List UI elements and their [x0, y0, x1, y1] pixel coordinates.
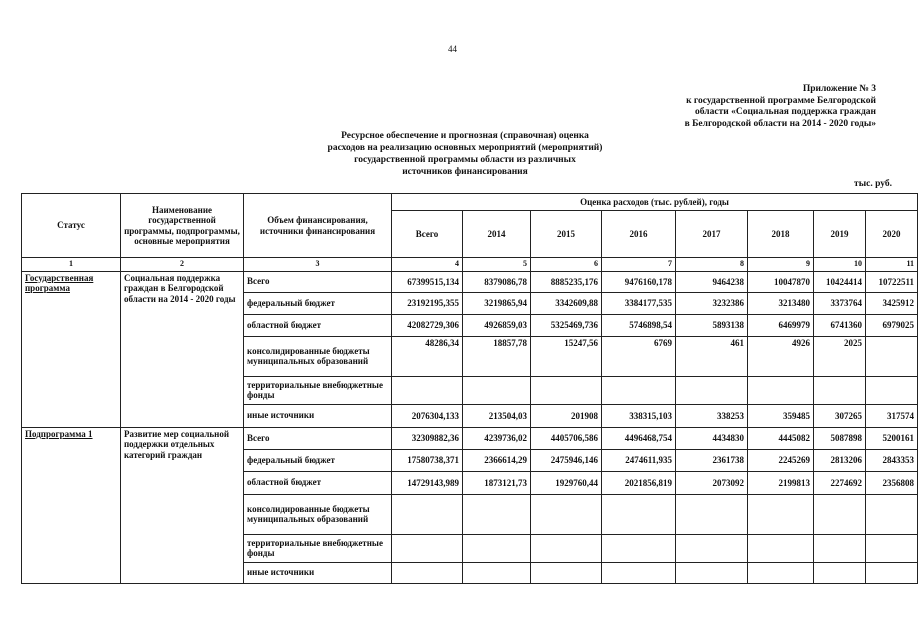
header-year: 2014: [463, 211, 531, 258]
value-cell: [463, 534, 531, 562]
value-cell: 2813206: [814, 449, 866, 471]
header-name: Наименование государственной программы, подпрограммы, основные мероприятия: [121, 194, 244, 258]
header-year: Всего: [392, 211, 463, 258]
value-cell: 8379086,78: [463, 271, 531, 292]
value-cell: 23192195,355: [392, 292, 463, 314]
title-line: расходов на реализацию основных мероприятий (мероприятий): [327, 143, 603, 153]
source-cell: консолидированные бюджеты муниципальных образований: [244, 494, 392, 534]
value-cell: 5087898: [814, 427, 866, 449]
value-cell: 2843353: [866, 449, 918, 471]
column-index: 2: [121, 258, 244, 272]
value-cell: 317574: [866, 404, 918, 427]
column-index: 1: [22, 258, 121, 272]
value-cell: 2474611,935: [602, 449, 676, 471]
value-cell: 4926: [748, 336, 814, 376]
value-cell: 67399515,134: [392, 271, 463, 292]
source-cell: консолидированные бюджеты муниципальных образований: [244, 336, 392, 376]
value-cell: 338253: [676, 404, 748, 427]
source-cell: Всего: [244, 427, 392, 449]
value-cell: 3213480: [748, 292, 814, 314]
value-cell: 4239736,02: [463, 427, 531, 449]
value-cell: [866, 494, 918, 534]
status-cell: Подпрограмма 1: [22, 427, 121, 583]
value-cell: [602, 376, 676, 404]
header-year: 2019: [814, 211, 866, 258]
value-cell: 3342609,88: [531, 292, 602, 314]
document-title: [290, 130, 640, 178]
value-cell: [463, 494, 531, 534]
source-cell: территориальные внебюджетные фонды: [244, 376, 392, 404]
value-cell: 32309882,36: [392, 427, 463, 449]
value-cell: 359485: [748, 404, 814, 427]
source-cell: Всего: [244, 271, 392, 292]
column-index: 4: [392, 258, 463, 272]
value-cell: [531, 494, 602, 534]
value-cell: 2274692: [814, 471, 866, 494]
value-cell: 3232386: [676, 292, 748, 314]
value-cell: [748, 494, 814, 534]
value-cell: [531, 562, 602, 583]
value-cell: [748, 376, 814, 404]
header-year: 2020: [866, 211, 918, 258]
value-cell: 4926859,03: [463, 314, 531, 336]
value-cell: [392, 376, 463, 404]
value-cell: 10047870: [748, 271, 814, 292]
value-cell: 1929760,44: [531, 471, 602, 494]
value-cell: [463, 376, 531, 404]
value-cell: 2021856,819: [602, 471, 676, 494]
value-cell: [531, 376, 602, 404]
value-cell: 10722511: [866, 271, 918, 292]
value-cell: [814, 376, 866, 404]
value-cell: 5325469,736: [531, 314, 602, 336]
program-name-cell: Развитие мер социальной поддержки отдельных категорий граждан: [121, 427, 244, 583]
value-cell: 1873121,73: [463, 471, 531, 494]
source-cell: иные источники: [244, 404, 392, 427]
value-cell: [676, 494, 748, 534]
column-index: 10: [814, 258, 866, 272]
value-cell: [463, 562, 531, 583]
page-number: 44: [448, 44, 457, 54]
value-cell: 2073092: [676, 471, 748, 494]
value-cell: [602, 494, 676, 534]
value-cell: [392, 562, 463, 583]
value-cell: 48286,34: [392, 336, 463, 376]
value-cell: 2199813: [748, 471, 814, 494]
value-cell: 2366614,29: [463, 449, 531, 471]
value-cell: 4405706,586: [531, 427, 602, 449]
column-index: 7: [602, 258, 676, 272]
source-cell: федеральный бюджет: [244, 292, 392, 314]
source-cell: территориальные внебюджетные фонды: [244, 534, 392, 562]
source-cell: федеральный бюджет: [244, 449, 392, 471]
header-year: 2018: [748, 211, 814, 258]
value-cell: 461: [676, 336, 748, 376]
appendix-line: к государственной программе Белгородской: [686, 95, 876, 106]
program-name-cell: Социальная поддержка граждан в Белгородской области на 2014 - 2020 годы: [121, 271, 244, 427]
title-line: государственной программы области из различных: [354, 155, 576, 165]
title-line: Ресурсное обеспечение и прогнозная (справочная) оценка: [341, 131, 589, 141]
value-cell: 4434830: [676, 427, 748, 449]
value-cell: 17580738,371: [392, 449, 463, 471]
value-cell: [676, 562, 748, 583]
value-cell: 42082729,306: [392, 314, 463, 336]
value-cell: 6741360: [814, 314, 866, 336]
value-cell: [814, 494, 866, 534]
value-cell: 4496468,754: [602, 427, 676, 449]
value-cell: 18857,78: [463, 336, 531, 376]
value-cell: 2475946,146: [531, 449, 602, 471]
value-cell: 15247,56: [531, 336, 602, 376]
value-cell: [392, 494, 463, 534]
column-index: 8: [676, 258, 748, 272]
value-cell: [866, 376, 918, 404]
status-cell: Государственная программа: [22, 271, 121, 427]
column-index: 5: [463, 258, 531, 272]
value-cell: [866, 336, 918, 376]
value-cell: 6979025: [866, 314, 918, 336]
value-cell: 6469979: [748, 314, 814, 336]
column-index: 9: [748, 258, 814, 272]
value-cell: [814, 534, 866, 562]
value-cell: 5200161: [866, 427, 918, 449]
value-cell: [866, 534, 918, 562]
table-row: [22, 271, 918, 292]
value-cell: [602, 562, 676, 583]
value-cell: 213504,03: [463, 404, 531, 427]
header-estimate: Оценка расходов (тыс. рублей), годы: [392, 194, 918, 211]
unit-note: тыс. руб.: [854, 179, 892, 189]
header-status: Статус: [22, 194, 121, 258]
value-cell: [531, 534, 602, 562]
value-cell: 201908: [531, 404, 602, 427]
value-cell: [602, 534, 676, 562]
header-year: 2017: [676, 211, 748, 258]
table-row: [22, 427, 918, 449]
value-cell: [676, 534, 748, 562]
column-index: 6: [531, 258, 602, 272]
column-index: 3: [244, 258, 392, 272]
value-cell: 4445082: [748, 427, 814, 449]
value-cell: 3384177,535: [602, 292, 676, 314]
value-cell: 338315,103: [602, 404, 676, 427]
budget-table: [21, 193, 918, 584]
source-cell: областной бюджет: [244, 314, 392, 336]
value-cell: [676, 376, 748, 404]
value-cell: 2025: [814, 336, 866, 376]
value-cell: [748, 562, 814, 583]
appendix-caption: [600, 84, 876, 130]
value-cell: [866, 562, 918, 583]
value-cell: 2076304,133: [392, 404, 463, 427]
value-cell: 2361738: [676, 449, 748, 471]
title-line: источников финансирования: [402, 167, 528, 177]
appendix-line: в Белгородской области на 2014 - 2020 годы»: [684, 118, 876, 129]
value-cell: 307265: [814, 404, 866, 427]
value-cell: 2356808: [866, 471, 918, 494]
column-index-row: [22, 258, 918, 272]
value-cell: [814, 562, 866, 583]
source-cell: областной бюджет: [244, 471, 392, 494]
header-source: Объем финансирования, источники финансирования: [244, 194, 392, 258]
value-cell: 14729143,989: [392, 471, 463, 494]
header-year: 2016: [602, 211, 676, 258]
value-cell: 10424414: [814, 271, 866, 292]
value-cell: 9464238: [676, 271, 748, 292]
column-index: 11: [866, 258, 918, 272]
value-cell: 3373764: [814, 292, 866, 314]
value-cell: 5746898,54: [602, 314, 676, 336]
header-year: 2015: [531, 211, 602, 258]
source-cell: иные источники: [244, 562, 392, 583]
appendix-line: области «Социальная поддержка граждан: [695, 107, 876, 117]
value-cell: 5893138: [676, 314, 748, 336]
value-cell: 3425912: [866, 292, 918, 314]
value-cell: 8885235,176: [531, 271, 602, 292]
value-cell: 9476160,178: [602, 271, 676, 292]
value-cell: [392, 534, 463, 562]
value-cell: 6769: [602, 336, 676, 376]
value-cell: 3219865,94: [463, 292, 531, 314]
appendix-line: Приложение № 3: [802, 84, 876, 94]
value-cell: [748, 534, 814, 562]
value-cell: 2245269: [748, 449, 814, 471]
